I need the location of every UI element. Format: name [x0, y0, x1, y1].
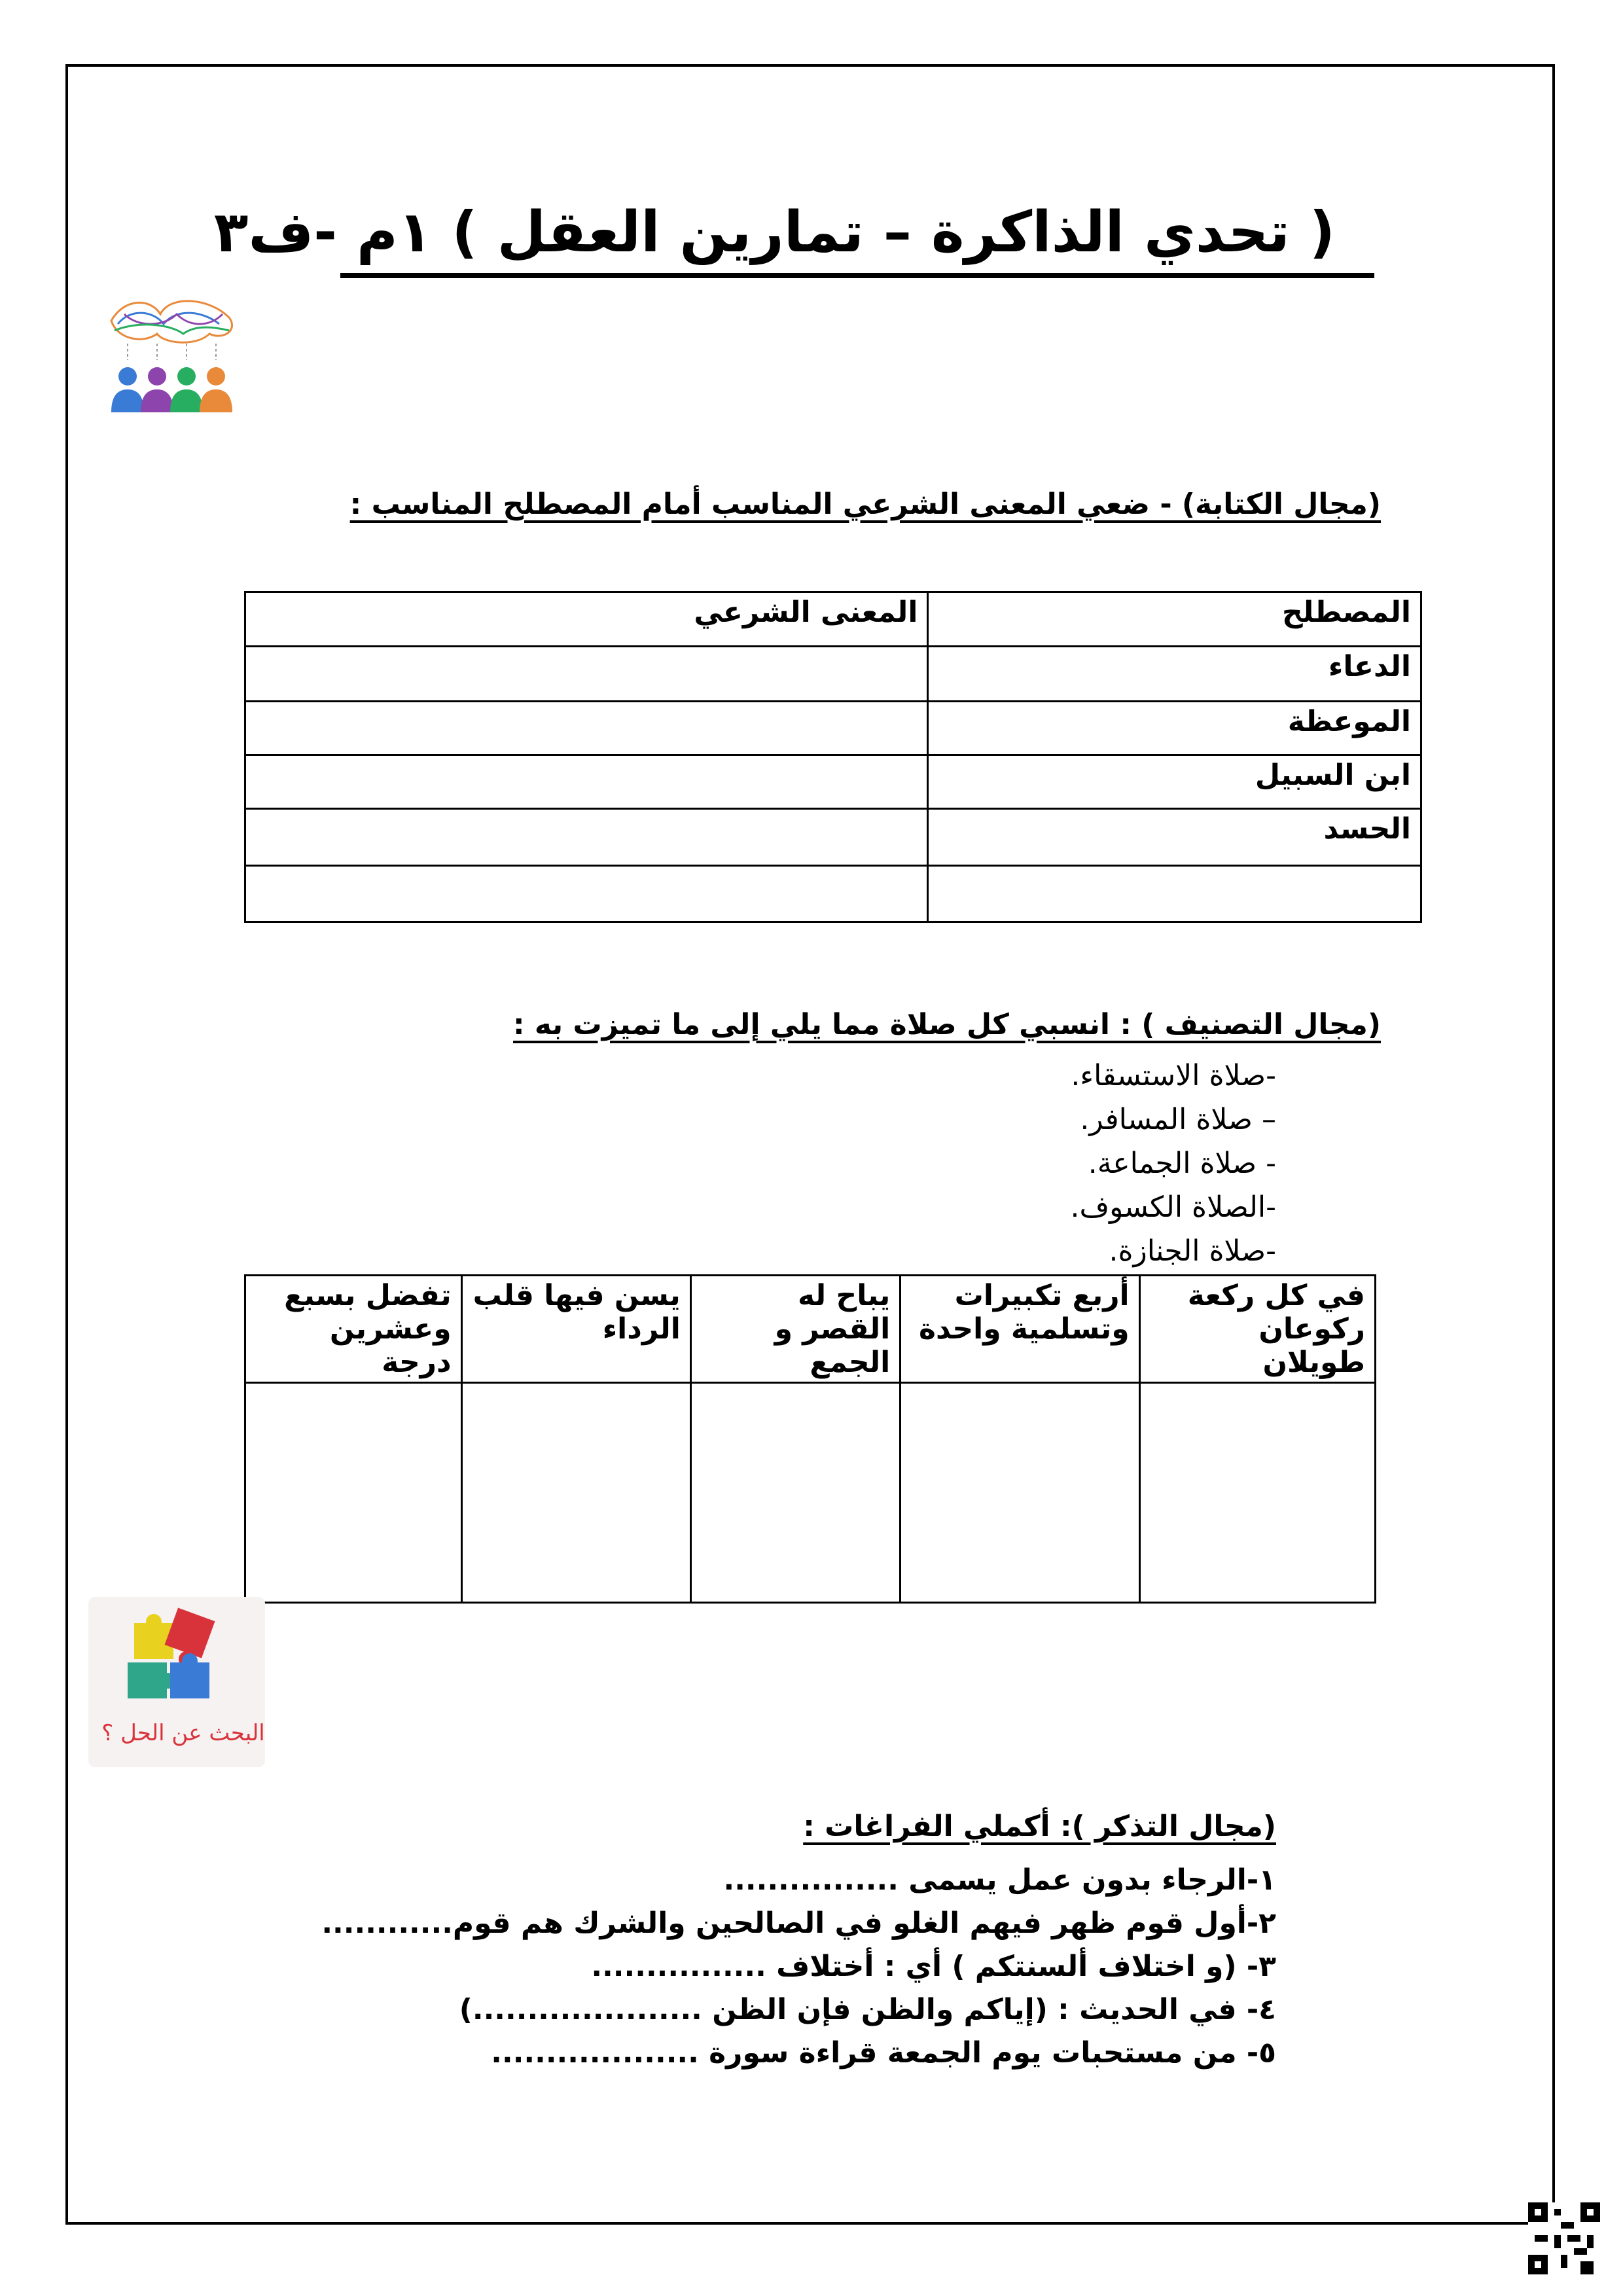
- fill-item[interactable]: ٣- (و اختلاف ألسنتكم ) أي : أختلاف ................: [591, 1950, 1276, 1983]
- term-cell: الموعظة: [928, 702, 1421, 755]
- terms-table: [244, 591, 1422, 923]
- term-cell: الحسد: [928, 809, 1421, 866]
- term-header: المصطلح: [928, 592, 1421, 647]
- meaning-header: المعنى الشرعي: [245, 592, 928, 647]
- prayer-item: – صلاة المسافر.: [1080, 1103, 1276, 1136]
- meaning-answer-cell[interactable]: [245, 809, 928, 866]
- answer-cell[interactable]: [1139, 1383, 1375, 1603]
- feature-header: أربع تكبيرات وتسلمية واحدة: [901, 1276, 1139, 1383]
- prayer-list: [687, 1054, 1276, 1273]
- puzzle-caption: البحث عن الحل ؟: [101, 1720, 265, 1746]
- prayer-item: -الصلاة الكسوف.: [1070, 1191, 1276, 1224]
- prayer-item: - صلاة الجماعة.: [1088, 1147, 1276, 1180]
- writing-section-heading: (مجال الكتابة) - ضعي المعنى الشرعي المناسب أمام المصطلح المناسب :: [349, 488, 1381, 521]
- fill-blanks-list: [196, 1859, 1276, 2075]
- term-cell: الدعاء: [928, 647, 1421, 702]
- feature-header: تفضل بسبع وعشرين درجة: [245, 1276, 462, 1383]
- fill-item[interactable]: ١-الرجاء بدون عمل يسمى ................: [723, 1863, 1276, 1897]
- answer-cell[interactable]: [245, 1383, 462, 1603]
- meaning-answer-cell[interactable]: [245, 702, 928, 755]
- fill-item[interactable]: ٤- في الحديث : (إياكم والظن فإن الظن .....................): [459, 1993, 1276, 2026]
- recall-section-heading: (مجال التذكر ): أكملي الفراغات :: [803, 1810, 1276, 1843]
- answer-cell[interactable]: [901, 1383, 1139, 1603]
- classification-table: [244, 1274, 1376, 1604]
- term-cell: ابن السبيل: [928, 755, 1421, 809]
- feature-header: يباح له القصر و الجمع: [690, 1276, 900, 1383]
- answer-cell[interactable]: [690, 1383, 900, 1603]
- classify-section-heading: (مجال التصنيف ) : انسبي كل صلاة مما يلي إلى ما تميزت به :: [513, 1008, 1381, 1041]
- qr-code-icon: [1528, 2202, 1600, 2274]
- answer-cell[interactable]: [461, 1383, 690, 1603]
- prayer-item: -صلاة الجنازة.: [1109, 1234, 1276, 1268]
- meaning-answer-cell[interactable]: [245, 755, 928, 809]
- meaning-answer-cell[interactable]: [245, 866, 928, 922]
- brainstorm-people-icon: [98, 295, 242, 419]
- feature-header: في كل ركعة ركوعان طويلان: [1139, 1276, 1375, 1383]
- fill-item[interactable]: ٢-أول قوم ظهر فيهم الغلو في الصالحين والشرك هم قوم............: [321, 1907, 1276, 1940]
- prayer-item: -صلاة الاستسقاء.: [1071, 1059, 1276, 1092]
- page-title: ( تحدي الذاكرة – تمارين العقل ) ١م -ف٣: [340, 187, 1374, 278]
- feature-header: يسن فيها قلب الرداء: [461, 1276, 690, 1383]
- term-cell: [928, 866, 1421, 922]
- meaning-answer-cell[interactable]: [245, 647, 928, 702]
- fill-item[interactable]: ٥- من مستحبات يوم الجمعة قراءة سورة ...................: [491, 2036, 1276, 2070]
